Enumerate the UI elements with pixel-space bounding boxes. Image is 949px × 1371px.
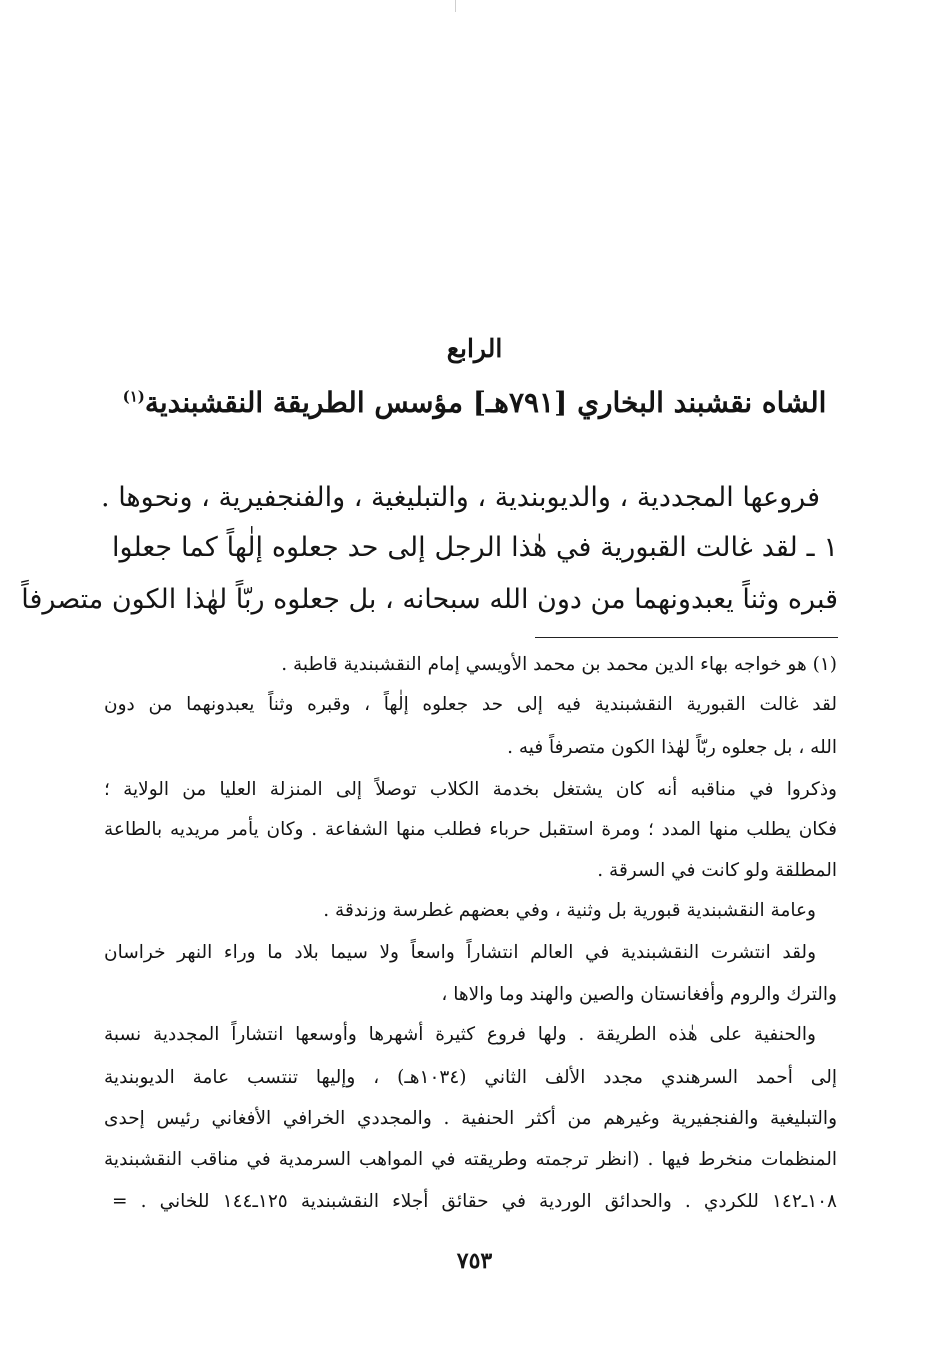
- footnote-line: ولقد انتشرت النقشبندية في العالم انتشاراً واسعاً ولا سيما بلاد ما وراء النهر خراسان: [104, 942, 816, 963]
- scan-mark: [455, 0, 456, 12]
- footnote-line: لقد غالت القبورية النقشبندية فيه إلى حد جعلوه إلٰهاً ، وقبره وثناً يعبدونهما من دون: [104, 694, 837, 715]
- footnote-line: المطلقة ولو كانت في السرقة .: [597, 860, 837, 881]
- section-title-text: الشاه نقشبند البخاري [٧٩١هـ] مؤسس الطريقة النقشبندية: [144, 386, 827, 419]
- footnote-separator: [535, 637, 838, 638]
- footnote-line: إلى أحمد السرهندي مجدد الألف الثاني (١٠٣٤هـ) ، وإليها تنتسب عامة الديوبندية: [104, 1067, 837, 1088]
- footnote-marker: (١): [122, 387, 145, 406]
- footnote-line: (١) هو خواجه بهاء الدين محمد بن محمد الأويسي إمام النقشبندية قاطبة .: [281, 654, 837, 675]
- footnote-line: والحنفية على هٰذه الطريقة . ولها فروع كثيرة أشهرها وأوسعها انتشاراً المجددية نسبة: [104, 1024, 816, 1045]
- footnote-line: ١٠٨ـ١٤٢ للكردي . والحدائق الوردية في حقائق أجلاء النقشبندية ١٢٥ـ١٤٤ للخاني . =: [112, 1191, 837, 1212]
- footnote-line: وذكروا في مناقبه أنه كان يشتغل بخدمة الكلاب توصلاً إلى المنزلة العليا من الولاية ؛: [104, 779, 837, 800]
- page-number: ٧٥٣: [456, 1248, 493, 1274]
- body-line: قبره وثناً يعبدونهما من دون الله سبحانه ، بل جعلوه ربّاً لهٰذا الكون متصرفاً: [21, 584, 838, 615]
- footnote-line: فكان يطلب منها المدد ؛ ومرة استقبل حرباء فطلب منها الشفاعة . وكان يأمر مريديه بالطاعة: [104, 819, 837, 840]
- section-number: الرابع: [446, 334, 503, 363]
- footnote-line: والتبليغية والفنجفيرية وغيرهم من أكثر الحنفية . والمجددي الخرافي الأفغاني رئيس إحدى: [104, 1108, 837, 1129]
- footnote-line: والترك والروم وأفغانستان والصين والهند وما والاها ،: [441, 984, 837, 1005]
- footnote-line: المنظمات منخرط فيها . (انظر ترجمته وطريقته في المواهب السرمدية في مناقب النقشبندية: [104, 1149, 837, 1170]
- section-title: [100, 386, 849, 419]
- body-line: ١ ـ لقد غالت القبورية في هٰذا الرجل إلى حد جعلوه إلٰهاً كما جعلوا: [112, 532, 838, 563]
- body-line: فروعها المجددية ، والديوبندية ، والتبليغية ، والفنجفيرية ، ونحوها .: [101, 482, 820, 513]
- footnote-line: الله ، بل جعلوه ربّاً لهٰذا الكون متصرفاً فيه .: [507, 737, 837, 758]
- footnote-line: وعامة النقشبندية قبورية بل وثنية ، وفي بعضهم غطرسة وزندقة .: [323, 900, 816, 921]
